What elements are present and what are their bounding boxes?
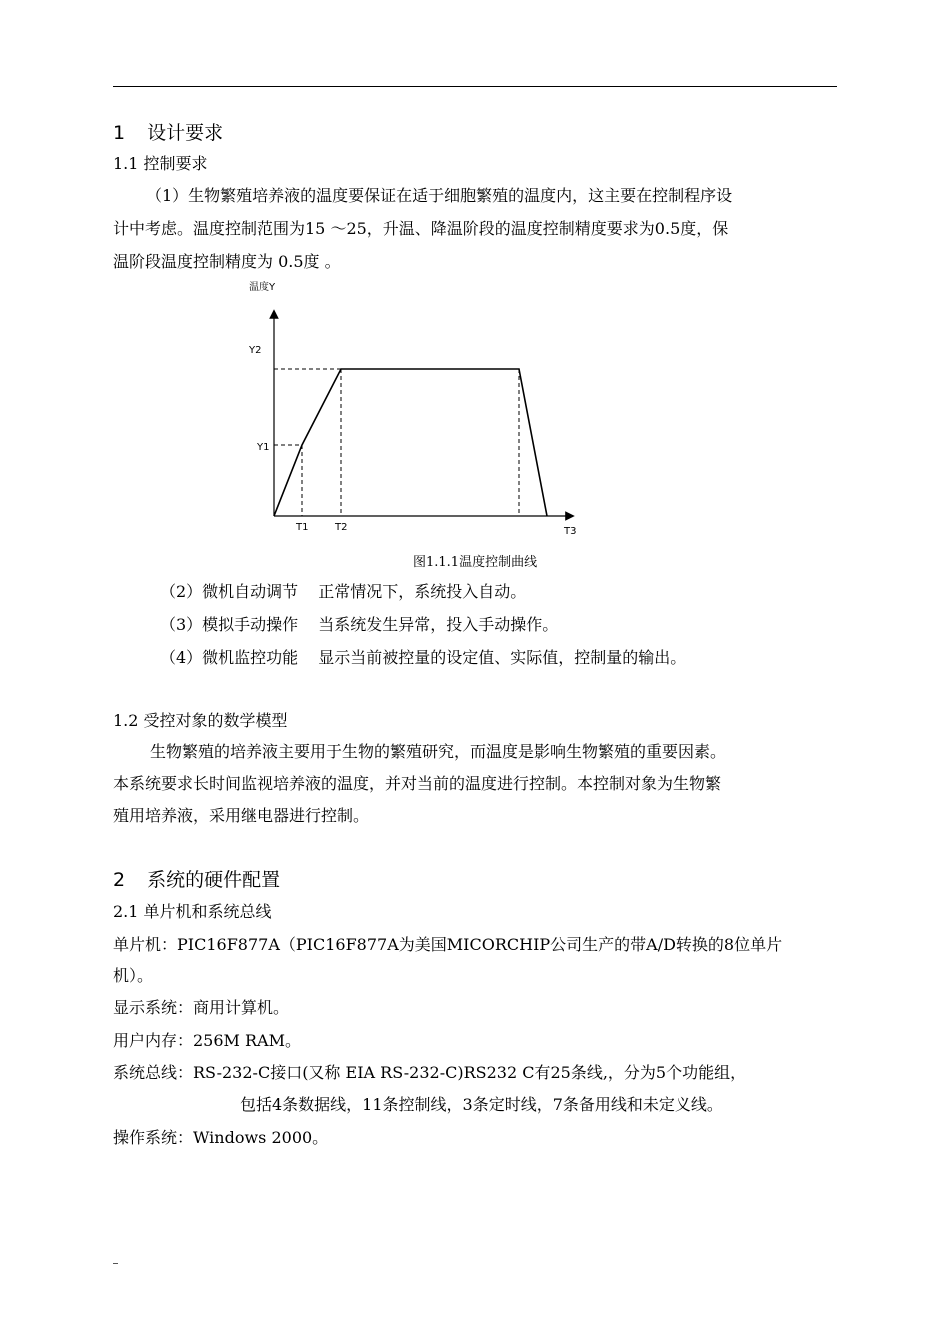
footer-mark — [113, 1263, 118, 1264]
para2-line1: 生物繁殖的培养液主要用于生物的繁殖研究，而温度是影响生物繁殖的重要因素。 — [150, 742, 727, 761]
item-3 — [160, 612, 558, 635]
y-tick-y1: Y1 — [257, 442, 270, 453]
curve-series-line — [274, 369, 547, 516]
x-axis-label: T3 — [564, 526, 577, 537]
hw-display-line: 显示系统：商用计算机。 — [113, 998, 290, 1017]
subsection-1-2-heading: 1.2 受控对象的数学模型 — [113, 711, 288, 730]
item-4-label: （4）微机监控功能 — [160, 648, 299, 667]
section-1-heading — [113, 118, 223, 145]
subsection-2-1-heading: 2.1 单片机和系统总线 — [113, 902, 272, 921]
para1-line3: 温阶段温度控制精度为 0.5度 。 — [113, 252, 341, 271]
section-2-title: 系统的硬件配置 — [147, 869, 281, 891]
para2-line2: 本系统要求长时间监视培养液的温度，并对当前的温度进行控制。本控制对象为生物繁 — [113, 774, 722, 793]
item-2 — [160, 579, 526, 602]
item-2-label: （2）微机自动调节 — [160, 582, 299, 601]
hw-os-line: 操作系统：Windows 2000。 — [113, 1128, 329, 1147]
item-3-label: （3）模拟手动操作 — [160, 615, 299, 634]
y-axis-label: 温度Y — [249, 282, 276, 293]
subsection-1-1-heading: 1.1 控制要求 — [113, 154, 208, 173]
item-3-text: 当系统发生异常，投入手动操作。 — [318, 615, 559, 634]
item-4 — [160, 645, 686, 668]
section-2-number: 2 — [113, 869, 126, 891]
hw-bus-line2: 包括4条数据线，11条控制线，3条定时线，7条备用线和未定义线。 — [240, 1095, 723, 1114]
item-2-text: 正常情况下，系统投入自动。 — [318, 582, 527, 601]
y-tick-y2: Y2 — [249, 345, 262, 356]
hw-mcu-line2: 机）。 — [113, 966, 154, 985]
para2-line3: 殖用培养液，采用继电器进行控制。 — [113, 806, 370, 825]
hw-bus-line1: 系统总线：RS-232-C接口(又称 EIA RS-232-C)RS232 C有25条线,，分为5个功能组， — [113, 1063, 747, 1082]
section-2-heading — [113, 865, 280, 892]
para1-line2: 计中考虑。温度控制范围为15 ～25，升温、降温阶段的温度控制精度要求为0.5度，保 — [113, 219, 729, 238]
x-tick-t1: T1 — [296, 522, 309, 533]
item-4-text: 显示当前被控量的设定值、实际值，控制量的输出。 — [318, 648, 687, 667]
x-tick-t2: T2 — [335, 522, 348, 533]
header-rule — [113, 86, 837, 87]
figure-caption: 图1.1.1温度控制曲线 — [413, 555, 538, 570]
section-1-number: 1 — [113, 122, 126, 144]
hw-mcu-line1: 单片机：PIC16F877A（PIC16F877A为美国MICORCHIP公司生产的带A/D转换的8位单片 — [113, 935, 783, 954]
hw-memory-line: 用户内存：256M RAM。 — [113, 1031, 301, 1050]
section-1-title: 设计要求 — [147, 122, 224, 144]
temperature-control-chart — [240, 278, 600, 542]
para1-line1: （1）生物繁殖培养液的温度要保证在适于细胞繁殖的温度内，这主要在控制程序设 — [146, 186, 733, 205]
